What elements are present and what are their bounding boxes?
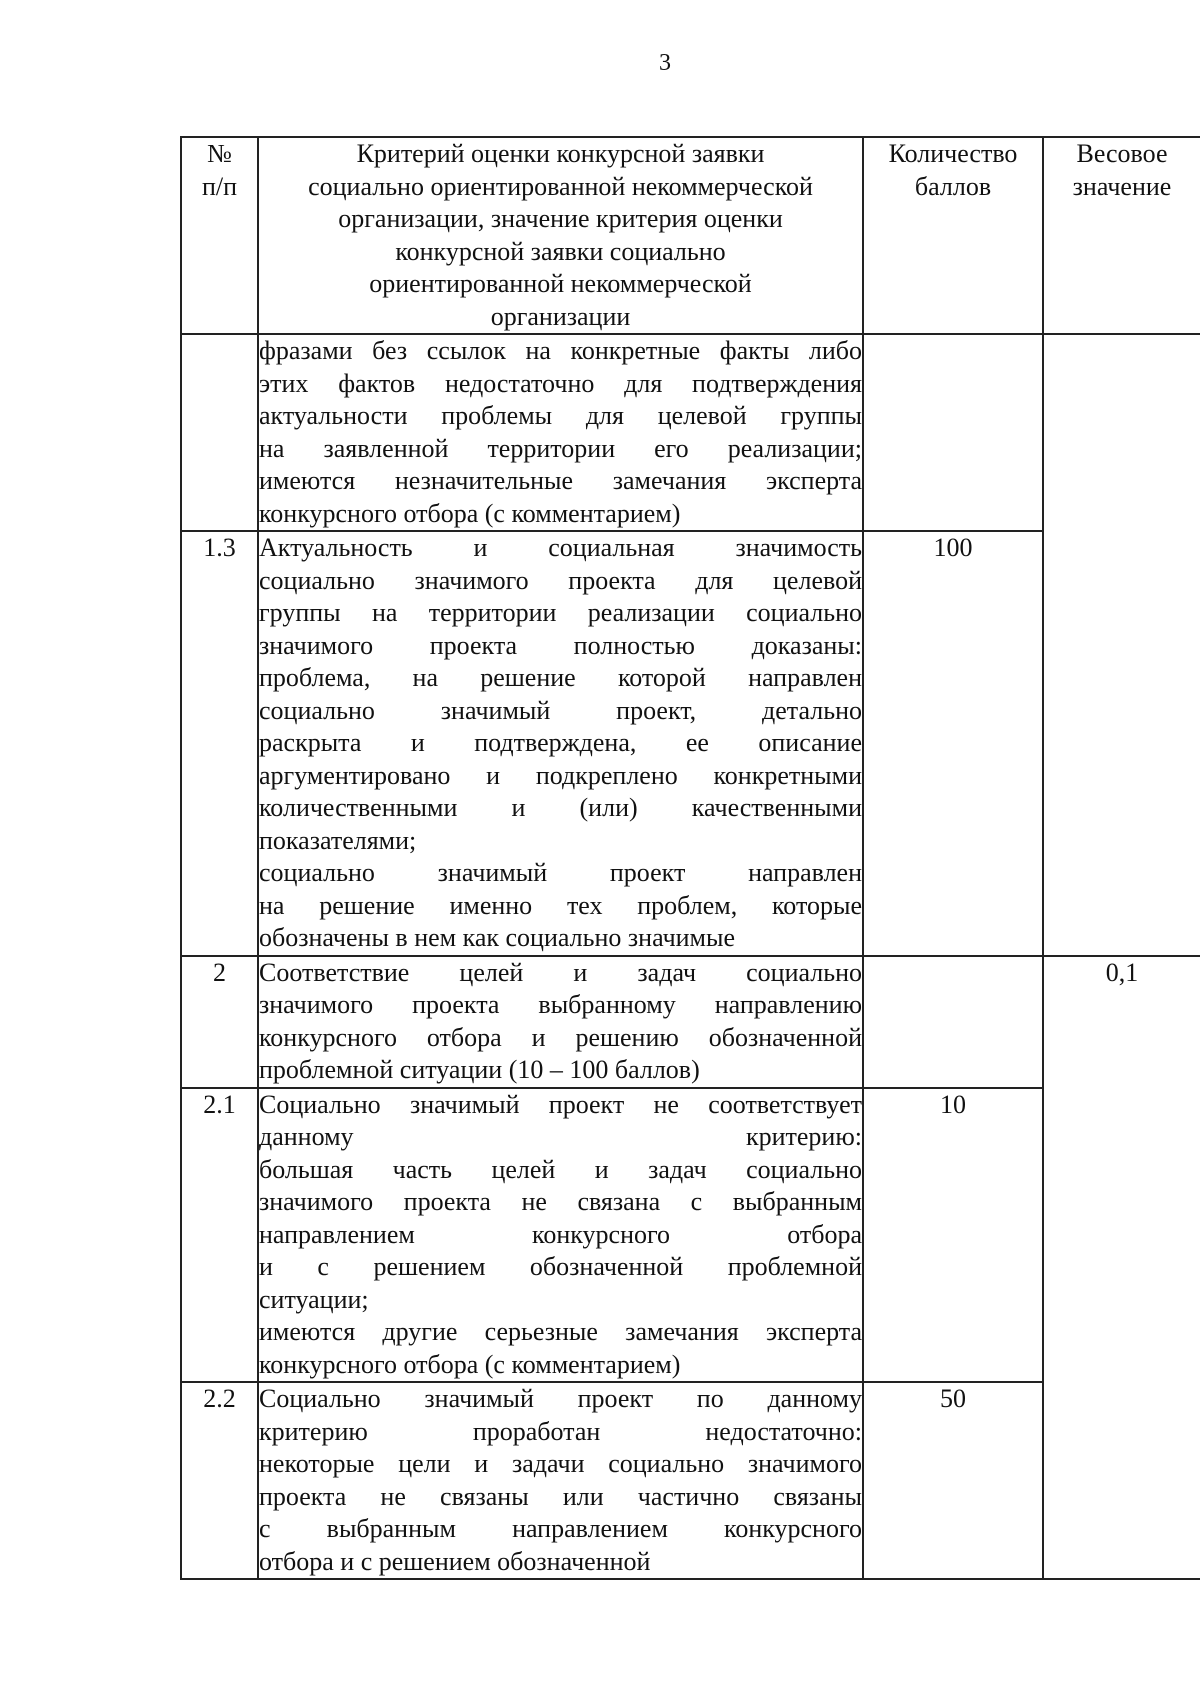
- header-score-line: баллов: [914, 171, 992, 201]
- criterion-line: этих фактов недостаточно для подтверждения: [259, 368, 862, 398]
- header-weight-line: Весовое: [1076, 139, 1168, 168]
- header-criterion-line: организации, значение критерия оценки: [338, 204, 783, 233]
- row-score: 100: [863, 531, 1043, 956]
- criterion-line: критерию проработан недостаточно:: [259, 1416, 862, 1446]
- criterion-line: фразами без ссылок на конкретные факты либо: [259, 336, 862, 365]
- row-score: [863, 956, 1043, 1088]
- criterion-line: показателями;: [259, 825, 417, 855]
- row-number: 2.1: [181, 1088, 258, 1383]
- table-row: [181, 334, 1200, 531]
- criterion-line: с выбранным направлением конкурсного: [259, 1514, 862, 1543]
- criterion-line: Актуальность и социальная значимость: [259, 533, 862, 562]
- header-weight: [1043, 137, 1200, 334]
- row-weight: [1043, 334, 1200, 956]
- row-weight: 0,1: [1043, 956, 1200, 1580]
- criterion-line: актуальности проблемы для целевой группы: [259, 401, 862, 430]
- criterion-line: Соответствие целей и задач социально: [259, 957, 862, 987]
- criterion-line: значимого проекта не связана с выбранным: [259, 1187, 862, 1216]
- criterion-line: значимого проекта полностью доказаны:: [259, 630, 862, 660]
- criterion-line: социально значимый проект направлен: [259, 858, 862, 887]
- criterion-line: имеются другие серьезные замечания эксперта: [259, 1317, 862, 1346]
- header-criterion-line: организации: [490, 301, 631, 331]
- criterion-line: проблемной ситуации (10 – 100 баллов): [259, 1055, 700, 1084]
- criterion-line: большая часть целей и задач социально: [259, 1154, 862, 1184]
- header-criterion-line: конкурсной заявки социально: [395, 236, 726, 266]
- criterion-line: конкурсного отбора (с комментарием): [259, 1349, 681, 1379]
- header-criterion-line: ориентированной некоммерческой: [369, 269, 752, 298]
- criterion-line: группы на территории реализации социально: [259, 598, 862, 627]
- row-criterion: [258, 956, 863, 1088]
- criterion-line: значимого проекта выбранному направлению: [259, 990, 862, 1019]
- header-criterion-line: социально ориентированной некоммерческой: [308, 171, 813, 201]
- table-header-row: [181, 137, 1200, 334]
- criterion-line: направлением конкурсного отбора: [259, 1219, 862, 1249]
- header-score-line: Количество: [888, 139, 1018, 168]
- criterion-line: социально значимого проекта для целевой: [259, 565, 862, 595]
- criterion-line: конкурсного отбора (с комментарием): [259, 498, 681, 528]
- criterion-line: ситуации;: [259, 1284, 369, 1314]
- header-num: [181, 137, 258, 334]
- row-score: 10: [863, 1088, 1043, 1383]
- row-criterion: [258, 531, 863, 956]
- header-num-line: п/п: [201, 171, 238, 201]
- criterion-line: на решение именно тех проблем, которые: [259, 890, 862, 920]
- criterion-line: социально значимый проект, детально: [259, 695, 862, 725]
- criterion-line: некоторые цели и задачи социально значимого: [259, 1449, 862, 1478]
- row-score: 50: [863, 1382, 1043, 1579]
- row-criterion: [258, 1088, 863, 1383]
- row-number: 1.3: [181, 531, 258, 956]
- header-num-line: №: [207, 139, 232, 168]
- row-number: [181, 334, 258, 531]
- criterion-line: обозначены в нем как социально значимые: [259, 923, 736, 952]
- criterion-line: проблема, на решение которой направлен: [259, 663, 862, 692]
- criterion-line: раскрыта и подтверждена, ее описание: [259, 728, 862, 757]
- criteria-table: [180, 136, 1200, 1580]
- header-score: [863, 137, 1043, 334]
- criterion-line: отбора и с решением обозначенной: [259, 1546, 651, 1576]
- criterion-line: имеются незначительные замечания эксперта: [259, 466, 862, 495]
- criterion-line: конкурсного отбора и решению обозначенной: [259, 1022, 862, 1052]
- row-criterion: [258, 334, 863, 531]
- row-number: 2.2: [181, 1382, 258, 1579]
- criterion-line: и с решением обозначенной проблемной: [259, 1252, 862, 1281]
- row-score: [863, 334, 1043, 531]
- header-criterion-line: Критерий оценки конкурсной заявки: [356, 139, 765, 168]
- page-number: 3: [659, 50, 671, 76]
- criterion-line: Социально значимый проект по данному: [259, 1384, 862, 1413]
- header-weight-line: значение: [1072, 171, 1172, 201]
- criterion-line: количественными и (или) качественными: [259, 793, 862, 822]
- criterion-line: проекта не связаны или частично связаны: [259, 1481, 862, 1511]
- criterion-line: Социально значимый проект не соответствует: [259, 1089, 862, 1119]
- row-criterion: [258, 1382, 863, 1579]
- criterion-line: на заявленной территории его реализации;: [259, 433, 862, 463]
- header-criterion: [258, 137, 863, 334]
- criterion-line: аргументировано и подкреплено конкретными: [259, 760, 862, 790]
- row-number: 2: [181, 956, 258, 1088]
- criterion-line: данному критерию:: [259, 1122, 862, 1151]
- table-row: [181, 956, 1200, 1088]
